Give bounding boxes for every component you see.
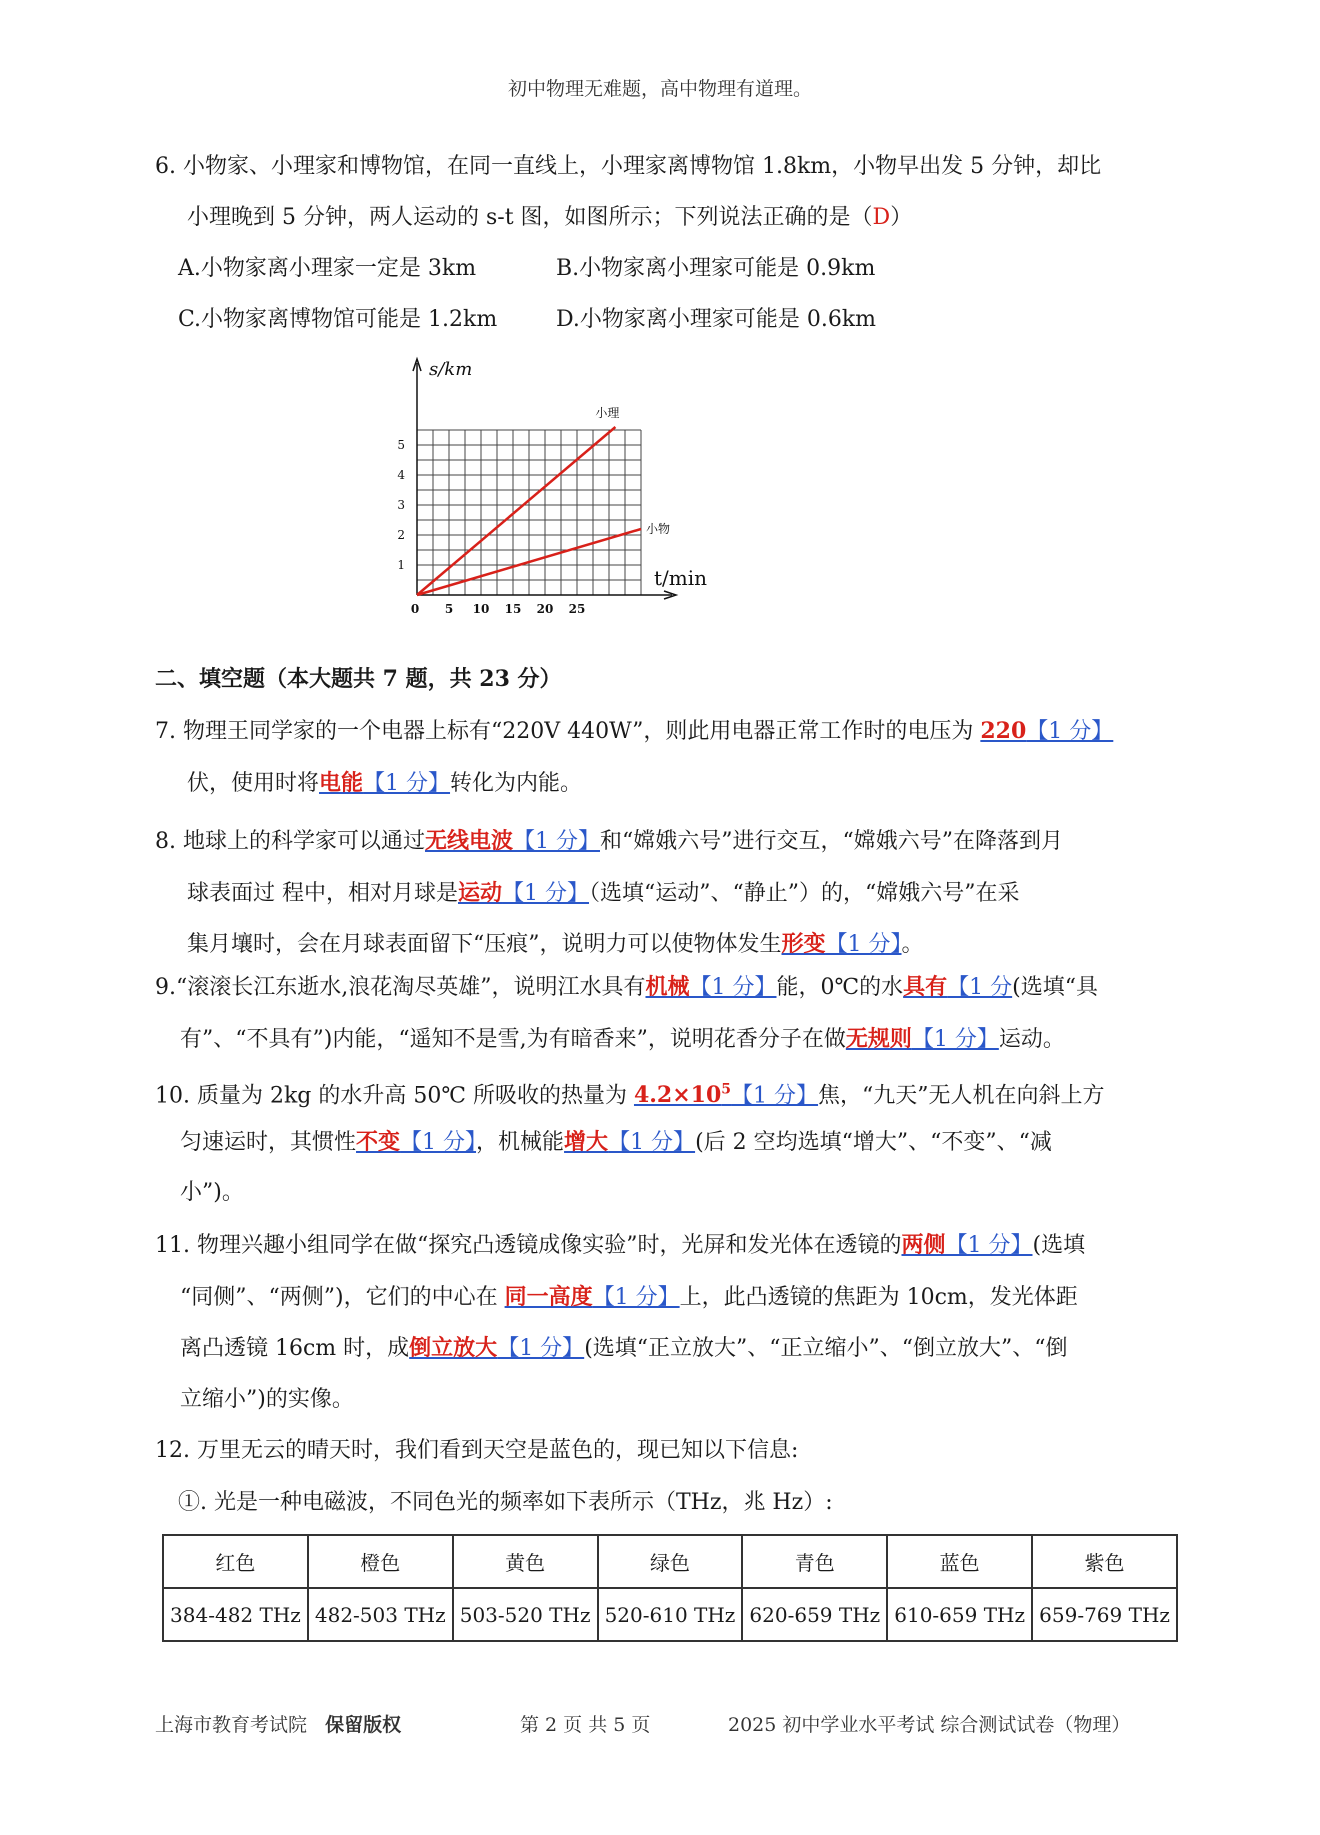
- q10-line3: 小”)。: [180, 1180, 244, 1205]
- q10-text1: 10. 质量为 2kg 的水升高 50℃ 所吸收的热量为: [155, 1083, 634, 1109]
- q7-text2: 伏，使用时将: [187, 771, 320, 796]
- q7-text3: 转化为内能。: [450, 771, 583, 796]
- q8-answer2: 运动: [458, 880, 503, 906]
- st-chart: [380, 355, 720, 620]
- footer-exam-title: 2025 初中学业水平考试 综合测试试卷（物理）: [728, 1714, 1131, 1736]
- series-label: 小物: [646, 522, 671, 536]
- q6-option-c: C.小物家离博物馆可能是 1.2km: [178, 307, 498, 332]
- table-cell: 482-503 THz: [308, 1588, 453, 1641]
- q9-points1: 【1 分】: [689, 975, 777, 1000]
- q11-answer3: 倒立放大: [409, 1335, 498, 1361]
- y-tick-label: 2: [397, 528, 405, 542]
- q7-answer1: 220: [980, 718, 1027, 744]
- q6-line2-text: 小理晚到 5 分钟，两人运动的 s-t 图，如图所示；下列说法正确的是（: [187, 205, 873, 230]
- table-header-cell: 蓝色: [887, 1535, 1032, 1588]
- footer-left: [155, 1710, 401, 1737]
- q11-text5: 离凸透镜 16cm 时，成: [180, 1336, 410, 1361]
- table-header-cell: 紫色: [1032, 1535, 1177, 1588]
- q8-points1: 【1 分】: [513, 829, 600, 854]
- q9-line2: [180, 1024, 1065, 1055]
- table-cell: 620-659 THz: [742, 1588, 887, 1641]
- q8-answer3: 形变: [781, 931, 826, 957]
- table-cell: 610-659 THz: [887, 1588, 1032, 1641]
- q10-answer1-base: 4.2×10: [633, 1082, 722, 1109]
- footer-copyright: 保留版权: [325, 1714, 402, 1736]
- x-tick-label: 25: [568, 602, 586, 616]
- q11-points2: 【1 分】: [592, 1285, 680, 1310]
- section2-title: 二、填空题（本大题共 7 题，共 23 分）: [155, 666, 562, 692]
- q6-option-b: B.小物家离小理家可能是 0.9km: [556, 256, 876, 281]
- q8-points2: 【1 分】: [502, 881, 590, 906]
- q9-points2: 【1 分: [947, 975, 1013, 1000]
- y-tick-label: 3: [397, 498, 405, 512]
- q10-text4: ，机械能: [476, 1130, 565, 1155]
- table-cell: 520-610 THz: [598, 1588, 743, 1641]
- q8-line2: [187, 878, 1020, 909]
- q8-points3: 【1 分】: [825, 932, 902, 957]
- q10-text3: 匀速运时，其惯性: [180, 1130, 357, 1155]
- q8-text2: 和“嫦娥六号”进行交互，“嫦娥六号”在降落到月: [600, 829, 1063, 854]
- table-header-row: [163, 1535, 1177, 1588]
- y-tick-label: 1: [397, 558, 405, 572]
- q6-line2: [187, 203, 912, 233]
- q7-text1: 7. 物理王同学家的一个电器上标有“220V 440W”，则此用电器正常工作时的电压为: [155, 719, 981, 744]
- table-cell: 503-520 THz: [453, 1588, 598, 1641]
- q6-line1: 6. 小物家、小理家和博物馆，在同一直线上，小理家离博物馆 1.8km，小物早出发 5 分钟，却比: [155, 154, 1102, 179]
- footer-publisher: 上海市教育考试院: [155, 1714, 308, 1736]
- y-axis-label: s/km: [429, 359, 473, 380]
- q8-text6: 。: [901, 932, 924, 957]
- q10-points2: 【1 分】: [400, 1130, 477, 1155]
- chart-labels: [397, 359, 707, 616]
- q7-line2: [187, 768, 582, 799]
- q11-text4: 上，此凸透镜的焦距为 10cm，发光体距: [679, 1285, 1078, 1310]
- y-tick-label: 5: [397, 438, 405, 452]
- series-line: [417, 427, 615, 595]
- color-frequency-table: [162, 1534, 1178, 1642]
- q10-points3: 【1 分】: [608, 1130, 696, 1155]
- table-row: [163, 1588, 1177, 1641]
- q10-answer3: 增大: [564, 1129, 609, 1155]
- q7-points2: 【1 分】: [363, 771, 451, 796]
- table-cell: 384-482 THz: [163, 1588, 308, 1641]
- q6-option-d: D.小物家离小理家可能是 0.6km: [556, 307, 877, 332]
- q8-answer1: 无线电波: [424, 828, 513, 854]
- q11-points1: 【1 分】: [945, 1233, 1033, 1258]
- footer-page-number: 第 2 页 共 5 页: [520, 1714, 651, 1736]
- table-header-cell: 橙色: [308, 1535, 453, 1588]
- q11-text2: (选填: [1032, 1233, 1086, 1258]
- q11-line3: [180, 1333, 1068, 1364]
- x-tick-label: 20: [536, 602, 554, 616]
- table-header-cell: 青色: [742, 1535, 887, 1588]
- q10-line2: [180, 1127, 1052, 1158]
- q7-line1: [155, 716, 1113, 747]
- q8-text5: 集月壤时，会在月球表面留下“压痕”，说明力可以使物体发生: [187, 932, 782, 957]
- table-cell: 659-769 THz: [1032, 1588, 1177, 1641]
- q11-points3: 【1 分】: [497, 1336, 585, 1361]
- page-header: 初中物理无难题，高中物理有道理。: [507, 78, 812, 100]
- q11-answer2: 同一高度: [504, 1284, 593, 1310]
- q10-answer1-exponent: 5: [721, 1082, 732, 1098]
- q6-option-a: A.小物家离小理家一定是 3km: [178, 256, 477, 281]
- q9-answer1: 机械: [645, 974, 690, 1000]
- q10-line1: [155, 1075, 1105, 1111]
- q10-answer2: 不变: [356, 1129, 401, 1155]
- q12-line1: 12. 万里无云的晴天时，我们看到天空是蓝色的，现已知以下信息:: [155, 1438, 799, 1463]
- q9-line1: [155, 972, 1098, 1003]
- x-axis-label: t/min: [654, 566, 708, 590]
- series-label: 小理: [595, 406, 620, 420]
- table-header-cell: 绿色: [598, 1535, 743, 1588]
- q11-answer1: 两侧: [901, 1232, 946, 1258]
- q12-line2: ①. 光是一种电磁波，不同色光的频率如下表所示（THz，兆 Hz）:: [178, 1490, 833, 1515]
- q8-line1: [155, 826, 1063, 857]
- x-tick-label: 10: [472, 602, 490, 616]
- q11-line1: [155, 1230, 1085, 1261]
- chart-grid: [417, 430, 641, 595]
- table-header-cell: 红色: [163, 1535, 308, 1588]
- q8-text4: （选填“运动”、“静止”）的，“嫦娥六号”在采: [589, 881, 1020, 906]
- q9-answer3: 无规则: [845, 1026, 912, 1052]
- q7-answer2: 电能: [319, 770, 364, 796]
- x-tick-label: 0: [410, 602, 420, 616]
- q9-text5: 运动。: [998, 1027, 1065, 1052]
- q6-line2-end: ）: [890, 205, 913, 230]
- q9-text2: 能，0℃的水: [776, 975, 904, 1000]
- table-header-cell: 黄色: [453, 1535, 598, 1588]
- x-tick-label: 15: [504, 602, 522, 616]
- q9-answer2: 具有: [903, 974, 948, 1000]
- q11-text1: 11. 物理兴趣小组同学在做“探究凸透镜成像实验”时，光屏和发光体在透镜的: [155, 1233, 902, 1258]
- q10-points1: 【1 分】: [731, 1083, 819, 1109]
- q10-text5: (后 2 空均选填“增大”、“不变”、“减: [695, 1130, 1052, 1155]
- x-tick-label: 5: [444, 602, 454, 616]
- q9-text1: 9.“滚滚长江东逝水,浪花淘尽英雄”，说明江水具有: [155, 975, 646, 1000]
- y-tick-label: 4: [397, 468, 405, 482]
- q10-answer1: [634, 1082, 731, 1108]
- q11-line2: [180, 1282, 1078, 1313]
- q10-text2: 焦，“九天”无人机在向斜上方: [818, 1083, 1105, 1109]
- q9-text3: (选填“具: [1012, 975, 1098, 1000]
- q11-text3: “同侧”、“两侧”)，它们的中心在: [180, 1285, 505, 1310]
- q7-points1: 【1 分】: [1026, 719, 1114, 744]
- q8-text1: 8. 地球上的科学家可以通过: [155, 829, 425, 854]
- q6-answer: D: [872, 205, 891, 230]
- q11-line4: 立缩小”)的实像。: [180, 1387, 354, 1412]
- q8-line3: [187, 929, 924, 960]
- q11-text6: (选填“正立放大”、“正立缩小”、“倒立放大”、“倒: [584, 1336, 1068, 1361]
- q8-text3: 球表面过 程中，相对月球是: [187, 881, 458, 906]
- q9-points3: 【1 分】: [911, 1027, 999, 1052]
- q9-text4: 有”、“不具有”)内能，“遥知不是雪,为有暗香来”，说明花香分子在做: [180, 1027, 846, 1052]
